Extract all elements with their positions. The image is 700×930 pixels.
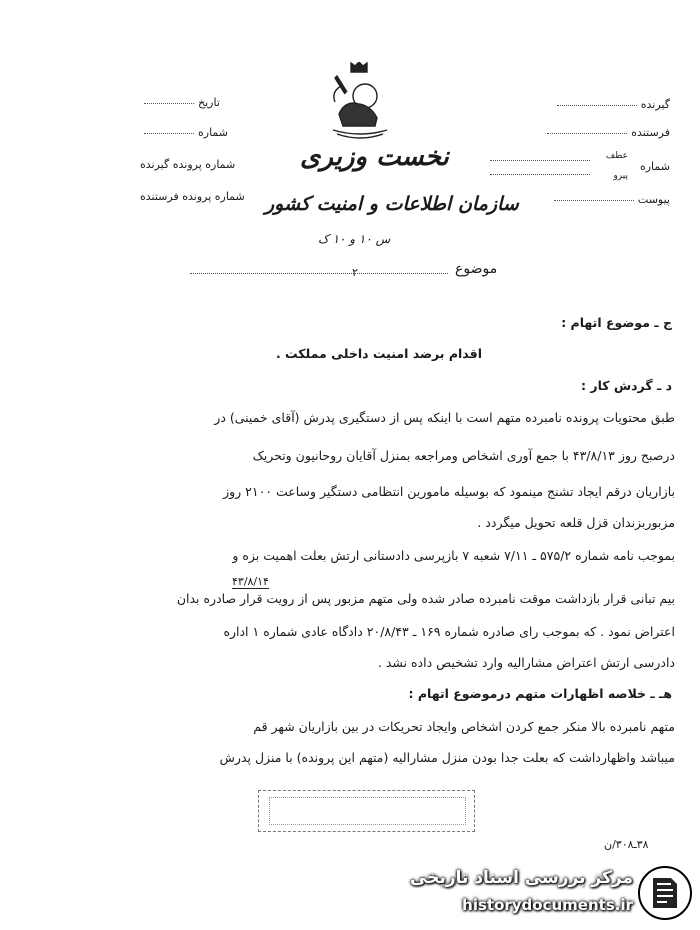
document-number: ۳۸ـ۳۰۸/ن	[604, 838, 649, 851]
classification-code: س ۱۰ و ۱۰ ک	[318, 232, 391, 246]
attachment-label: پیوست	[637, 193, 670, 206]
sender-file-label: شماره پرونده فرستنده	[140, 190, 245, 203]
subject-dots	[190, 273, 448, 274]
section-d-heading: د ـ گردش کار :	[581, 378, 672, 393]
left-number-label: شماره	[198, 126, 229, 139]
number-label: شماره	[639, 160, 670, 173]
receiver-file-field	[140, 158, 235, 171]
section-j-heading: ج ـ موضوع اتهام :	[561, 315, 672, 330]
date-field	[140, 96, 220, 109]
body-line-9: متهم نامبرده بالا منکر جمع کردن اشخاص وایجاد تحریکات در بین بازاریان شهر قم	[253, 719, 675, 734]
number-dots-bottom	[490, 174, 590, 175]
sender-label: فرستنده	[631, 126, 670, 139]
sender-file-field	[140, 190, 245, 203]
page-number: ۲	[352, 266, 358, 279]
body-line-1: طبق محتویات پرونده نامبرده متهم است با اینکه پس از دستگیری پدرش (آقای خمینی) در	[214, 410, 675, 425]
document-center-logo-icon	[637, 864, 693, 922]
org-title: نخست وزیری	[300, 142, 449, 172]
org-subtitle: سازمان اطلاعات و امنیت کشور	[265, 193, 519, 215]
body-line-3: بازاریان درقم ایجاد تشنج مینمود که بوسیله مامورین انتظامی دستگیر وساعت ۲۱۰۰ روز	[223, 484, 675, 499]
number-sub-top: عطف	[605, 151, 628, 161]
date-label: تاریخ	[198, 96, 220, 109]
number-field	[640, 160, 670, 173]
body-line-5-subnumber: ۴۳/۸/۱۴	[232, 575, 269, 588]
body-line-4: مزبوربزندان قزل قلعه تحویل میگردد .	[477, 515, 675, 530]
faded-stamp	[258, 790, 475, 832]
lion-and-sun-emblem-icon	[325, 62, 395, 142]
section-h-heading: هـ ـ خلاصه اظهارات متهم درموضوع اتهام :	[408, 686, 672, 701]
logo-url: historydocuments.ir	[462, 896, 633, 914]
body-line-5: بموجب نامه شماره ۵۷۵/۲ ـ ۷/۱۱ شعبه ۷ بازپرسی دادستانی ارتش بعلت اهمیت بزه و	[232, 548, 675, 563]
recipient-field	[553, 98, 670, 111]
left-number-field	[140, 126, 228, 139]
attachment-field	[550, 193, 670, 206]
section-j-text: اقدام برضد امنیت داخلی مملکت .	[275, 346, 482, 361]
receiver-file-label: شماره پرونده گیرنده	[140, 158, 236, 171]
body-line-8: دادرسی ارتش اعتراض مشارالیه وارد تشخیص داده نشد .	[377, 655, 675, 670]
logo-name: مرکز بررسی اسناد تاریخی	[410, 868, 633, 888]
number-dots-top	[490, 160, 590, 161]
subject-label: موضوع	[455, 261, 498, 277]
faded-stamp-inner	[269, 797, 466, 825]
body-line-6: بیم تبانی قرار بازداشت موقت نامبرده صادر شده ولی متهم مزبور پس از رویت قرار صادره بدان	[176, 591, 675, 606]
history-documents-logo	[400, 862, 695, 924]
sender-field	[543, 126, 670, 139]
body-line-7: اعتراض نمود . که بموجب رای صادره شماره ۱۶۹ ـ ۲۰/۸/۴۳ دادگاه عادی شماره ۱ اداره	[223, 624, 675, 639]
body-line-2: درصبح روز ۴۳/۸/۱۳ با جمع آوری اشخاص ومراجعه بمنزل آقایان روحانیون وتحریک	[252, 448, 675, 463]
number-sub-bottom: پیرو	[613, 171, 628, 181]
body-line-10: میباشد واظهارداشت که بعلت جدا بودن منزل مشارالیه (متهم این پرونده) با منزل پدرش	[219, 750, 675, 765]
recipient-label: گیرنده	[640, 98, 670, 111]
